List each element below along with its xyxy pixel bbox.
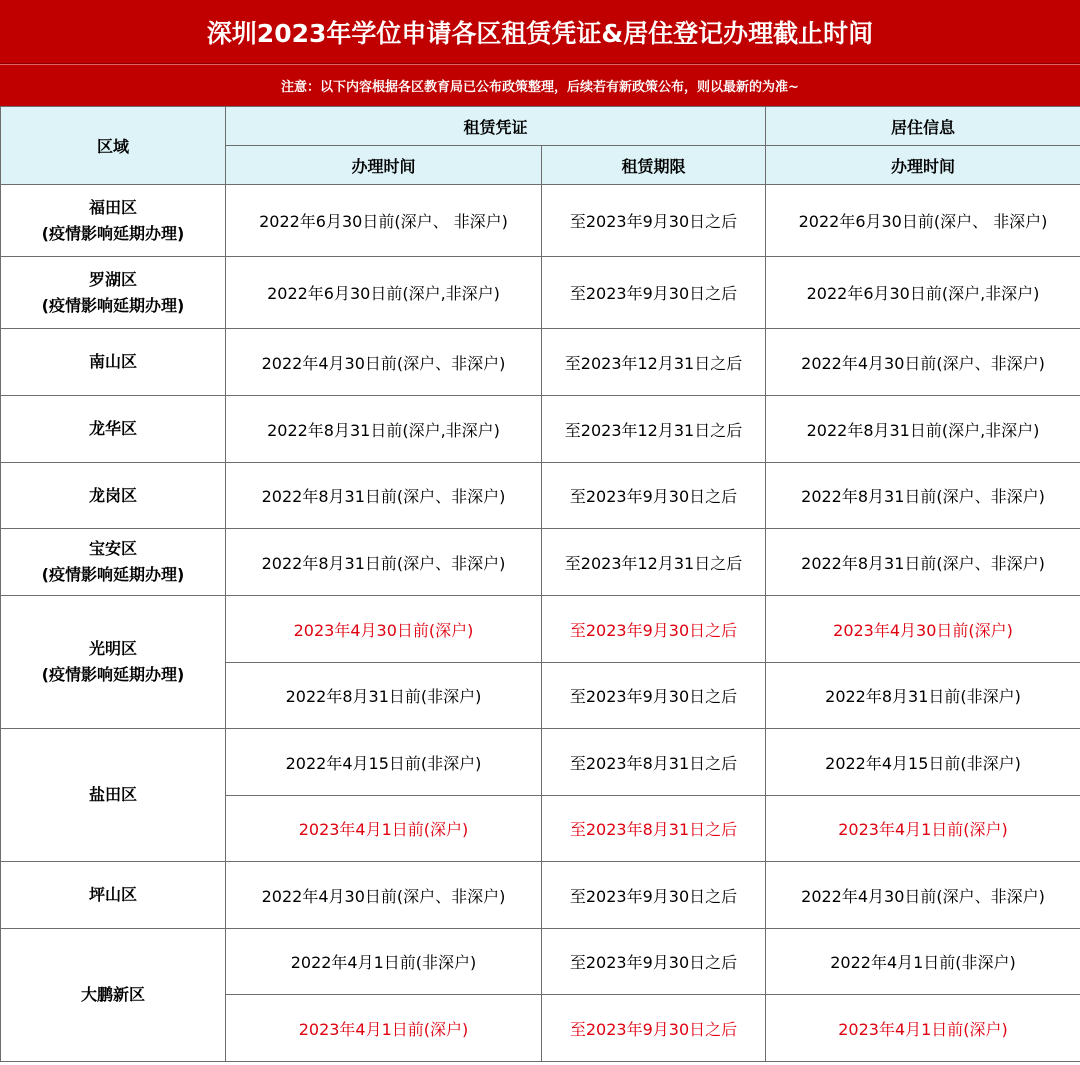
- residence-time-cell: 2022年4月30日前(深户、非深户): [766, 862, 1080, 929]
- rental-period-cell: 至2023年9月30日之后: [542, 995, 766, 1062]
- district-note: (疫情影响延期办理): [41, 665, 185, 684]
- district-name: 宝安区: [88, 539, 137, 558]
- rental-period-cell: 至2023年12月31日之后: [542, 329, 766, 396]
- residence-time-cell: 2022年8月31日前(深户、非深户): [766, 463, 1080, 529]
- residence-time-cell: 2022年4月15日前(非深户): [766, 729, 1080, 796]
- rental-period-cell: 至2023年9月30日之后: [542, 596, 766, 663]
- rental-time-cell: 2022年4月30日前(深户、非深户): [226, 329, 542, 396]
- rental-period-cell: 至2023年12月31日之后: [542, 396, 766, 463]
- header-rental-time: 办理时间: [226, 146, 542, 185]
- rental-period-cell: 至2023年9月30日之后: [542, 663, 766, 729]
- rental-time-cell: 2023年4月30日前(深户): [226, 596, 542, 663]
- rental-time-cell: 2022年4月15日前(非深户): [226, 729, 542, 796]
- header-rental-period: 租赁期限: [542, 146, 766, 185]
- rental-period-cell: 至2023年8月31日之后: [542, 729, 766, 796]
- residence-time-cell: 2022年4月30日前(深户、非深户): [766, 329, 1080, 396]
- district-name: 罗湖区: [88, 269, 137, 289]
- residence-time-cell: 2022年6月30日前(深户、 非深户): [766, 185, 1080, 257]
- district-name: 大鹏新区: [1, 929, 226, 1062]
- table-row: [1, 929, 1080, 995]
- residence-time-cell: 2023年4月30日前(深户): [766, 596, 1080, 663]
- district-note: (疫情影响延期办理): [41, 223, 185, 243]
- district-cell: [1, 596, 226, 729]
- district-cell: [1, 529, 226, 596]
- residence-time-cell: 2022年8月31日前(深户,非深户): [766, 396, 1080, 463]
- residence-time-cell: 2022年8月31日前(深户、非深户): [766, 529, 1080, 596]
- rental-period-cell: 至2023年9月30日之后: [542, 929, 766, 995]
- residence-time-cell: 2022年4月1日前(非深户): [766, 929, 1080, 995]
- table-row: [1, 596, 1080, 663]
- district-name: 光明区: [88, 639, 137, 658]
- header-row: [1, 107, 1080, 146]
- header-residence-group: 居住信息: [766, 107, 1080, 146]
- rental-time-cell: 2023年4月1日前(深户): [226, 995, 542, 1062]
- rental-period-cell: 至2023年9月30日之后: [542, 185, 766, 257]
- rental-time-cell: 2022年8月31日前(非深户): [226, 663, 542, 729]
- rental-time-cell: 2022年4月1日前(非深户): [226, 929, 542, 995]
- rental-period-cell: 至2023年8月31日之后: [542, 796, 766, 862]
- residence-time-cell: 2022年6月30日前(深户,非深户): [766, 257, 1080, 329]
- district-cell: [1, 257, 226, 329]
- rental-period-cell: 至2023年9月30日之后: [542, 862, 766, 929]
- rental-period-cell: 至2023年12月31日之后: [542, 529, 766, 596]
- header-district: 区域: [1, 107, 226, 185]
- header-residence-time: 办理时间: [766, 146, 1080, 185]
- district-name: 南山区: [1, 329, 226, 396]
- rental-time-cell: 2022年8月31日前(深户、非深户): [226, 529, 542, 596]
- table-row: [1, 185, 1080, 257]
- residence-time-cell: 2022年8月31日前(非深户): [766, 663, 1080, 729]
- rental-time-cell: 2022年6月30日前(深户,非深户): [226, 257, 542, 329]
- rental-time-cell: 2022年4月30日前(深户、非深户): [226, 862, 542, 929]
- table-row: [1, 463, 1080, 529]
- district-name: 龙岗区: [1, 463, 226, 529]
- notice-banner: 注意：以下内容根据各区教育局已公布政策整理，后续若有新政策公布，则以最新的为准~: [0, 64, 1080, 106]
- residence-time-cell: 2023年4月1日前(深户): [766, 995, 1080, 1062]
- rental-time-cell: 2022年6月30日前(深户、 非深户): [226, 185, 542, 257]
- district-name: 福田区: [88, 197, 137, 217]
- rental-time-cell: 2023年4月1日前(深户): [226, 796, 542, 862]
- district-cell: [1, 185, 226, 257]
- table-row: [1, 862, 1080, 929]
- district-name: 龙华区: [1, 396, 226, 463]
- rental-period-cell: 至2023年9月30日之后: [542, 463, 766, 529]
- district-name: 坪山区: [1, 862, 226, 929]
- deadline-table: [0, 106, 1080, 1062]
- rental-time-cell: 2022年8月31日前(深户、非深户): [226, 463, 542, 529]
- rental-time-cell: 2022年8月31日前(深户,非深户): [226, 396, 542, 463]
- table-row: [1, 729, 1080, 796]
- district-note: (疫情影响延期办理): [41, 565, 185, 584]
- page-title: 深圳2023年学位申请各区租赁凭证&居住登记办理截止时间: [0, 0, 1080, 64]
- table-row: [1, 329, 1080, 396]
- header-rental-group: 租赁凭证: [226, 107, 766, 146]
- residence-time-cell: 2023年4月1日前(深户): [766, 796, 1080, 862]
- table-row: [1, 257, 1080, 329]
- table-row: [1, 529, 1080, 596]
- table-row: [1, 396, 1080, 463]
- rental-period-cell: 至2023年9月30日之后: [542, 257, 766, 329]
- district-name: 盐田区: [1, 729, 226, 862]
- district-note: (疫情影响延期办理): [41, 295, 185, 315]
